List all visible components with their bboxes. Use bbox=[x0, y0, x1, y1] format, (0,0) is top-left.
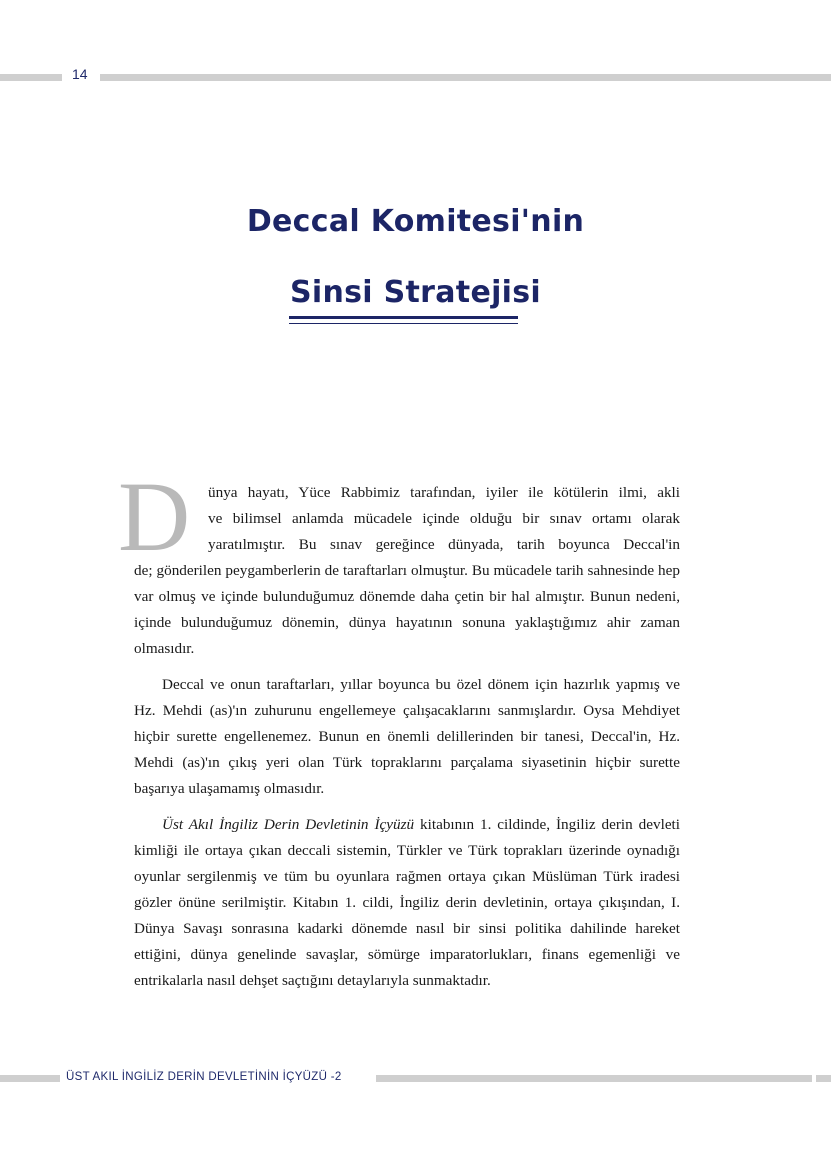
chapter-title-line2: Sinsi Stratejisi bbox=[289, 275, 541, 310]
title-underline-thin bbox=[289, 323, 518, 324]
paragraph-1-line-1: ünya hayatı, Yüce Rabbimiz tarafından, iyiler ile kötülerin ilmi, akli bbox=[208, 484, 680, 501]
header-bar-left bbox=[0, 74, 62, 81]
paragraph-3 bbox=[134, 812, 680, 994]
paragraph-1-opening bbox=[208, 480, 680, 558]
page-number: 14 bbox=[72, 66, 88, 82]
paragraph-1-line-2: ve bilimsel anlamda mücadele içinde olduğu bir sınav ortamı olarak bbox=[208, 510, 680, 527]
drop-cap: D bbox=[118, 461, 191, 572]
header-bar-right bbox=[100, 74, 831, 81]
paragraph-1-rest: de; gönderilen peygamberlerin de taraftarları olmuştur. Bu mücadele tarih sahnesinde hep var olmuş ve içinde bulunduğumuz dönemde daha çetin bir hal almıştır. Bunun nedeni, içinde bulunduğumuz dönemin, dünya hayatının sonuna yaklaştığımız ahir zaman olmasıdır. bbox=[134, 562, 680, 657]
chapter-title-line1: Deccal Komitesi'nin bbox=[246, 204, 585, 239]
footer-bar-right bbox=[376, 1075, 812, 1082]
footer-bar-end bbox=[816, 1075, 831, 1082]
paragraph-2: Deccal ve onun taraftarları, yıllar boyunca bu özel dönem için hazırlık yapmış ve Hz. Mehdi (as)'ın zuhurunu engellemeye çalışacaklarını sanmışlardır. Oysa Mehdiyet hiçbir surette engellenemez. Bunun en önemli delillerinden bir tanesi, Deccal'in, Hz. Mehdi (as)'ın çıkış yeri olan Türk topraklarını parçalama siyasetinin hiçbir surette başarıya ulaşamamış olmasıdır. bbox=[134, 676, 680, 797]
footer-bar-left bbox=[0, 1075, 60, 1082]
body-text bbox=[134, 558, 680, 1004]
footer-book-title: ÜST AKIL İNGİLİZ DERİN DEVLETİNİN İÇYÜZÜ -2 bbox=[66, 1071, 342, 1083]
title-underline bbox=[289, 316, 518, 319]
paragraph-3-text: kitabının 1. cildinde, İngiliz derin devleti kimliği ile ortaya çıkan deccali sistemin, Türkler ve Türk toprakları üzerinde oynadığı oyunlar sergilenmiş ve tüm bu oyunlara rağmen ortaya çıkan Müslüman Türk iradesi gözler önüne serilmiştir. Kitabın 1. cildi, İngiliz derin devletinin, ortaya çıkışından, I. Dünya Savaşı sonrasına kadarki dönemde nasıl bir sinsi politika dahilinde hareket ettiğini, dünya genelinde savaşlar, sömürge imparatorlukları, finans egemenliği ve entrikalarla nasıl dehşet saçtığını detaylarıyla sunmaktadır. bbox=[134, 816, 680, 989]
book-title: Üst Akıl İngiliz Derin Devletinin İçyüzü bbox=[162, 816, 415, 833]
paragraph-1-line-3: yaratılmıştır. Bu sınav gereğince dünyada, tarih boyunca Deccal'in bbox=[208, 536, 680, 553]
